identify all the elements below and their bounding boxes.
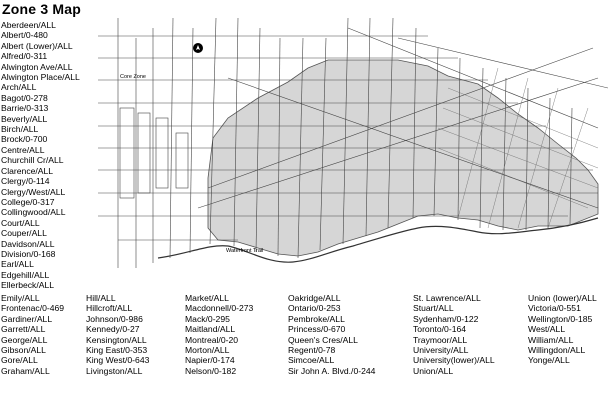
street-item: Stuart/ALL bbox=[413, 303, 454, 314]
street-item: Simcoe/ALL bbox=[288, 355, 335, 366]
street-item: Gibson/ALL bbox=[1, 345, 46, 356]
street-item: Court/ALL bbox=[1, 217, 40, 228]
street-item: Edgehill/ALL bbox=[1, 269, 50, 280]
street-item: Johnson/0-986 bbox=[86, 313, 143, 324]
street-item: Market/ALL bbox=[185, 293, 229, 303]
map-canvas bbox=[98, 18, 608, 288]
street-item: Clergy/0-114 bbox=[1, 176, 50, 187]
street-item: Toronto/0-164 bbox=[413, 324, 467, 335]
street-item: Aberdeen/ALL bbox=[1, 20, 56, 30]
street-item: Barrie/0-313 bbox=[1, 103, 49, 114]
street-item: Livingston/ALL bbox=[86, 365, 143, 376]
street-item: Oakridge/ALL bbox=[288, 293, 341, 303]
street-item: Hillcroft/ALL bbox=[86, 303, 133, 314]
street-item: Wellington/0-185 bbox=[528, 313, 593, 324]
street-item: University/ALL bbox=[413, 345, 469, 356]
street-item: Earl/ALL bbox=[1, 259, 34, 270]
street-item: Kennedy/0-27 bbox=[86, 324, 140, 335]
street-item: Yonge/ALL bbox=[528, 355, 570, 366]
street-item: Birch/ALL bbox=[1, 124, 39, 135]
street-item: King West/0-643 bbox=[86, 355, 150, 366]
street-item: Traymoor/ALL bbox=[413, 334, 468, 345]
street-item: University(lower)/ALL bbox=[413, 355, 495, 366]
street-item: Gardiner/ALL bbox=[1, 313, 53, 324]
street-item: Arch/ALL bbox=[1, 82, 37, 93]
north-arrow-icon bbox=[193, 43, 203, 53]
street-item: Frontenac/0-469 bbox=[1, 303, 65, 314]
street-column-6 bbox=[528, 293, 597, 366]
street-item: Sir John A. Blvd./0-244 bbox=[288, 365, 376, 376]
street-column-1 bbox=[1, 293, 64, 376]
street-item: William/ALL bbox=[528, 334, 574, 345]
street-item: Centre/ALL bbox=[1, 144, 45, 155]
street-item: Clarence/ALL bbox=[1, 165, 54, 176]
street-item: Sydenham/0-122 bbox=[413, 313, 479, 324]
street-item: Emily/ALL bbox=[1, 293, 40, 303]
street-item: Bagot/0-278 bbox=[1, 92, 48, 103]
street-column-4 bbox=[288, 293, 375, 376]
street-column-3 bbox=[185, 293, 253, 376]
street-item: George/ALL bbox=[1, 334, 48, 345]
street-item: Alwington Ave/ALL bbox=[1, 61, 73, 72]
street-item: Maitland/ALL bbox=[185, 324, 236, 335]
street-item: Alfred/0-311 bbox=[1, 51, 48, 62]
street-item: Pembroke/ALL bbox=[288, 313, 345, 324]
street-item: Princess/0-670 bbox=[288, 324, 346, 335]
street-item: Morton/ALL bbox=[185, 345, 230, 356]
street-item: Brock/0-700 bbox=[1, 134, 48, 145]
street-item: Graham/ALL bbox=[1, 365, 50, 376]
street-item: Montreal/0-20 bbox=[185, 334, 239, 345]
street-column-2 bbox=[86, 293, 149, 376]
street-item: Kensington/ALL bbox=[86, 334, 147, 345]
street-column-5 bbox=[413, 293, 495, 376]
street-item: Gore/ALL bbox=[1, 355, 38, 366]
zone-map bbox=[98, 18, 608, 288]
street-item: Couper/ALL bbox=[1, 228, 47, 239]
street-item: Macdonnell/0-273 bbox=[185, 303, 254, 314]
street-item: Union/ALL bbox=[413, 365, 454, 376]
street-item: Victoria/0-551 bbox=[528, 303, 581, 314]
street-item: Ontario/0-253 bbox=[288, 303, 341, 314]
street-item: King East/0-353 bbox=[86, 345, 148, 356]
street-item: Regent/0-78 bbox=[288, 345, 336, 356]
street-item: Hill/ALL bbox=[86, 293, 116, 303]
street-item: Davidson/ALL bbox=[1, 238, 55, 249]
street-item: Clergy/West/ALL bbox=[1, 186, 66, 197]
street-item: Churchill Cr/ALL bbox=[1, 155, 64, 166]
street-list-left bbox=[1, 20, 80, 291]
street-item: Collingwood/ALL bbox=[1, 207, 66, 218]
street-item: Beverly/ALL bbox=[1, 113, 48, 124]
street-item: College/0-317 bbox=[1, 196, 55, 207]
street-item: Queen's Cres/ALL bbox=[288, 334, 358, 345]
street-item: Ellerbeck/ALL bbox=[1, 280, 55, 291]
street-item: Albert (Lower)/ALL bbox=[1, 40, 73, 51]
street-item: West/ALL bbox=[528, 324, 566, 335]
core-zone-label: Core Zone bbox=[120, 74, 146, 80]
street-item: Alwington Place/ALL bbox=[1, 72, 80, 83]
street-item: Albert/0-480 bbox=[1, 30, 48, 41]
street-item: Napier/0-174 bbox=[185, 355, 235, 366]
street-item: Garrett/ALL bbox=[1, 324, 46, 335]
street-item: St. Lawrence/ALL bbox=[413, 293, 481, 303]
street-item: Division/0-168 bbox=[1, 248, 56, 259]
street-item: Nelson/0-182 bbox=[185, 365, 237, 376]
street-item: Willingdon/ALL bbox=[528, 345, 586, 356]
street-item: Union (lower)/ALL bbox=[528, 293, 597, 303]
street-item: Mack/0-295 bbox=[185, 313, 230, 324]
page-title: Zone 3 Map bbox=[2, 1, 82, 17]
area-label: Waterfront Trail bbox=[226, 248, 264, 254]
